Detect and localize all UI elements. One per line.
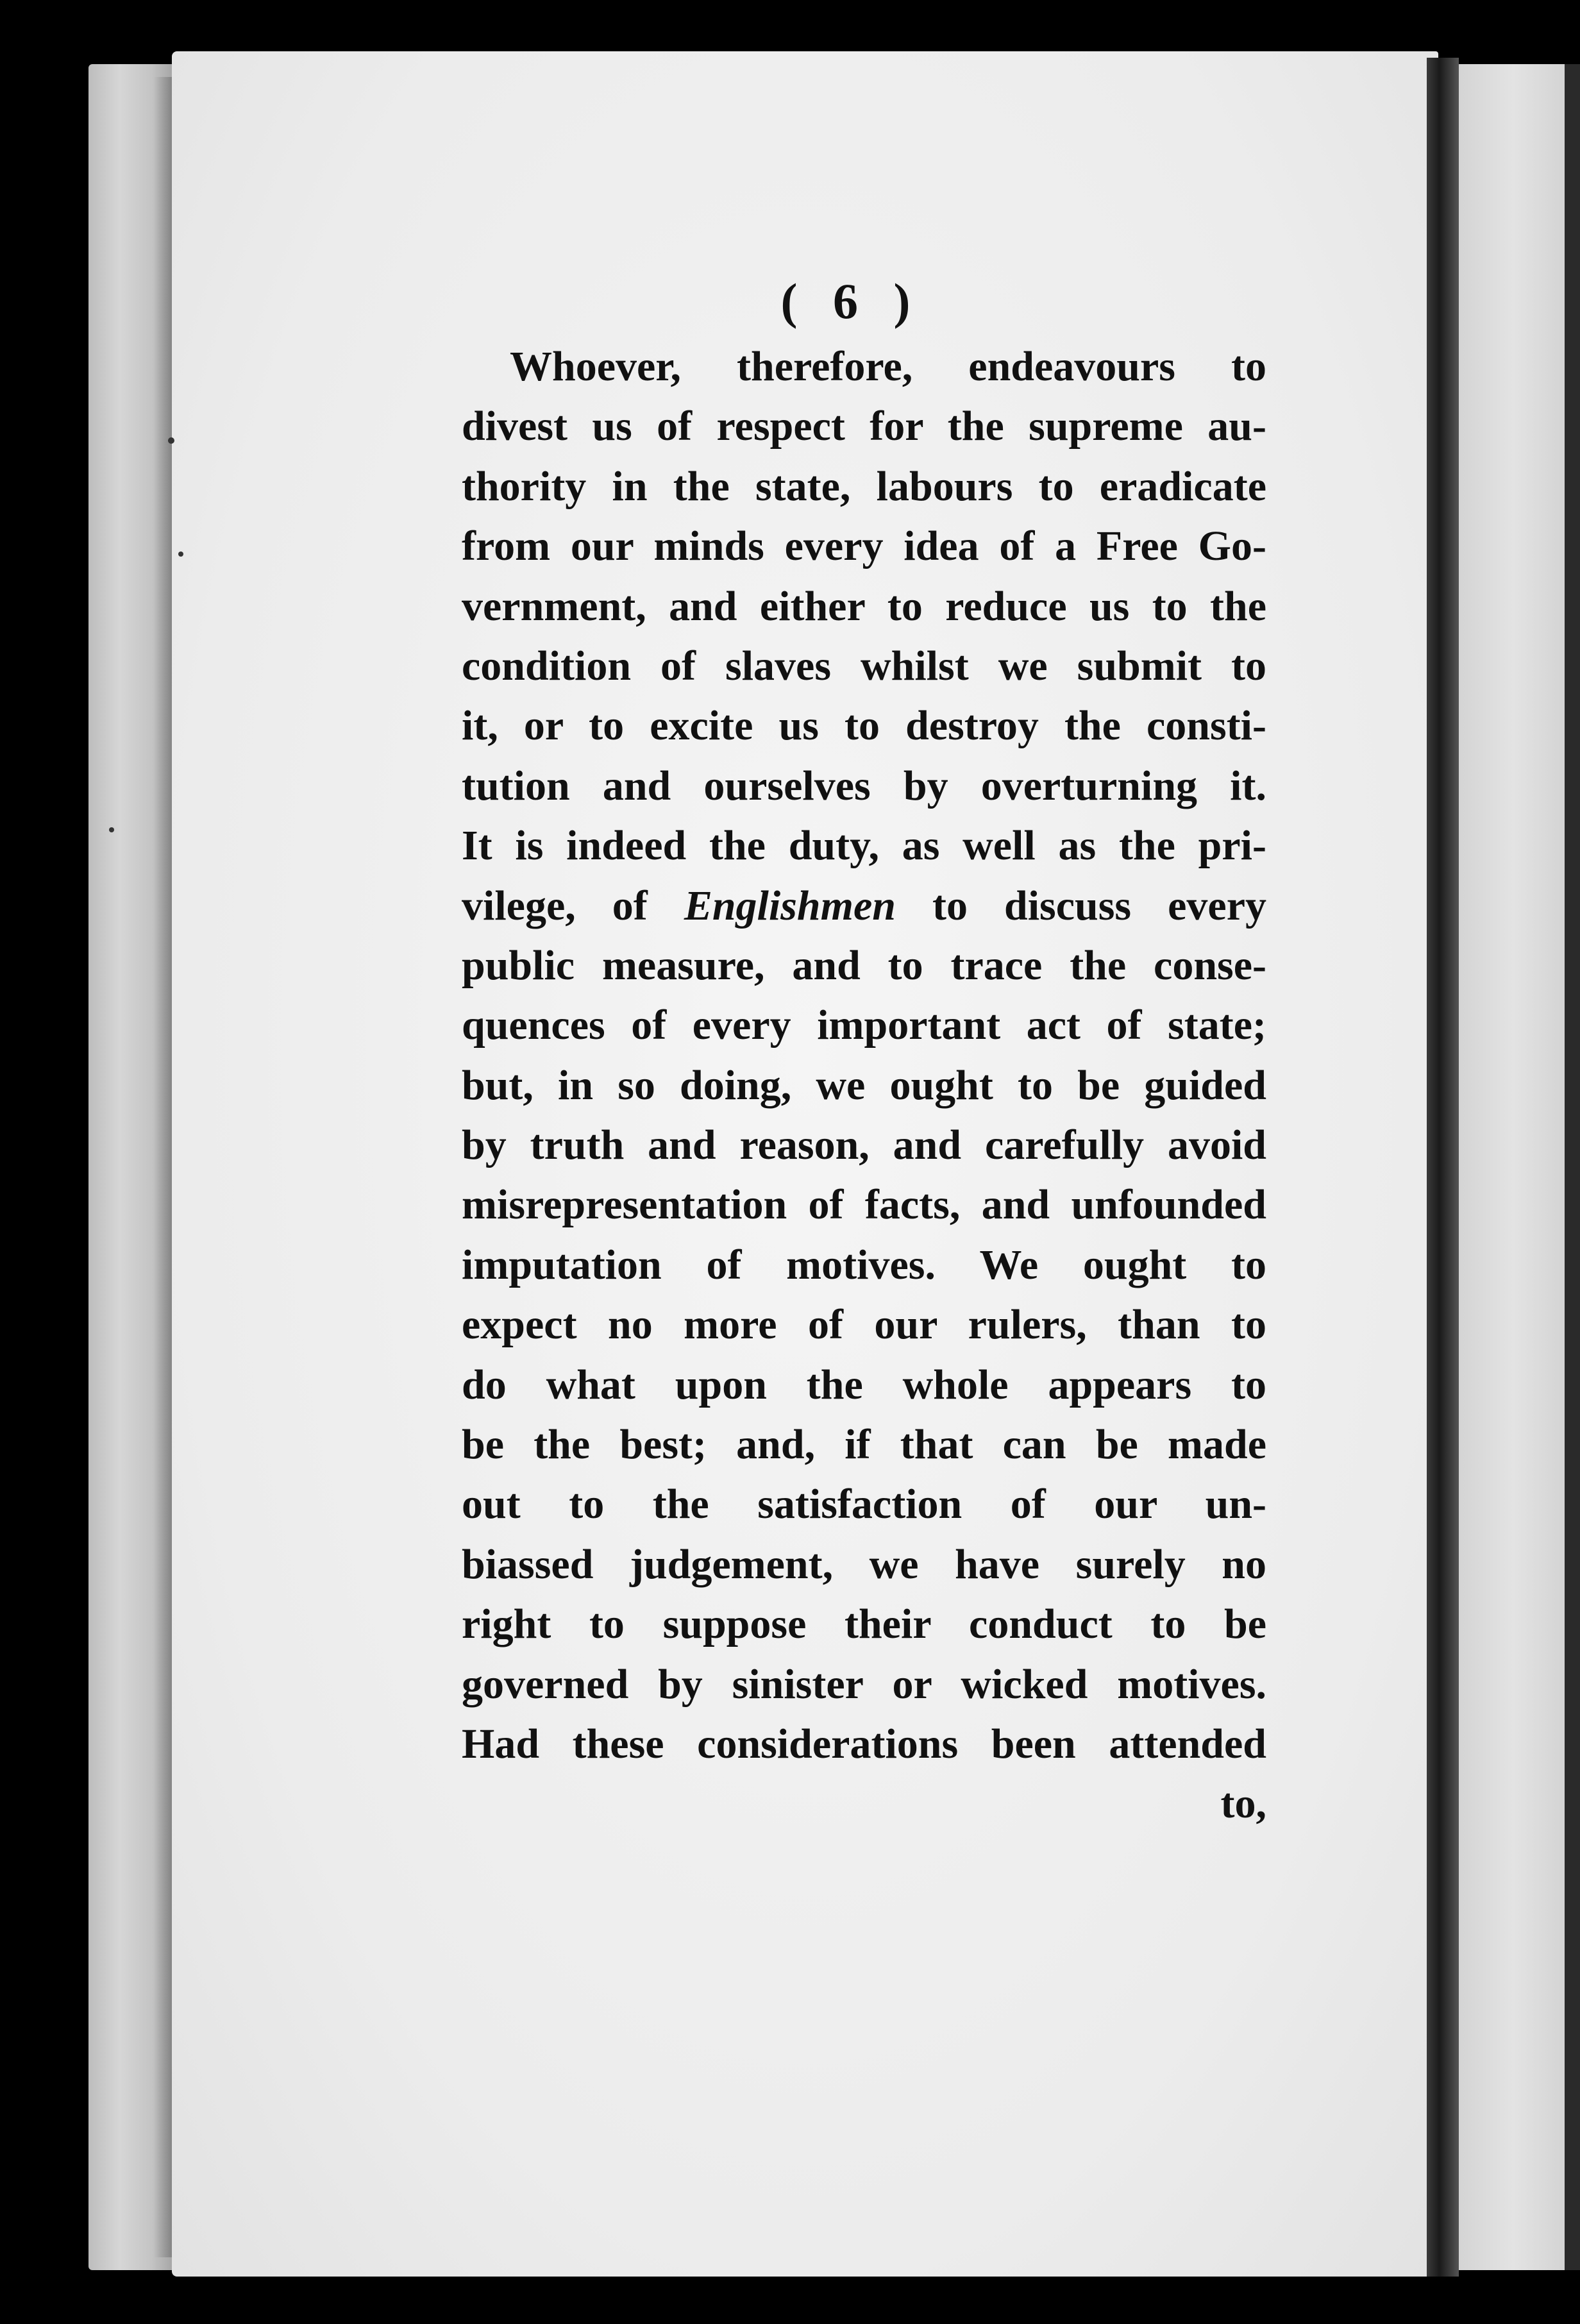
text-line: tution and ourselves by overturning it. (462, 762, 1266, 809)
text-line: It is indeed the duty, as well as the pri- (462, 822, 1266, 870)
right-binding-gutter (1427, 58, 1459, 2277)
text-line: expect no more of our rulers, than to (462, 1301, 1266, 1349)
text-line: do what upon the whole appears to (462, 1361, 1266, 1408)
text-line: biassed judgement, we have surely no (462, 1540, 1266, 1588)
text-line: right to suppose their conduct to be (462, 1601, 1266, 1648)
text-line: governed by sinister or wicked motives. (462, 1660, 1266, 1708)
text-line: divest us of respect for the supreme au- (462, 403, 1266, 450)
text-line: thority in the state, labours to eradicate (462, 462, 1266, 510)
text-line: be the best; and, if that can be made (462, 1421, 1266, 1469)
text-line: imputation of motives. We ought to (462, 1241, 1266, 1288)
text-line: misrepresentation of facts, and unfounded (462, 1181, 1266, 1229)
text-line: quences of every important act of state; (462, 1002, 1266, 1049)
text-line: Whoever, therefore, endeavours to (510, 343, 1266, 390)
italic-word: Englishmen (684, 882, 896, 929)
text-line: Had these considerations been attended (462, 1720, 1266, 1767)
text-line: by truth and reason, and carefully avoid (462, 1122, 1266, 1169)
text-line: it, or to excite us to destroy the consti- (462, 702, 1266, 750)
text-line: public measure, and to trace the conse- (462, 941, 1266, 989)
speck-mark (168, 437, 174, 444)
speck-mark (109, 827, 114, 832)
text-segment: vilege, of (462, 882, 648, 929)
text-line: condition of slaves whilst we submit to (462, 642, 1266, 689)
right-border (1565, 64, 1580, 2270)
page-number: ( 6 ) (780, 273, 922, 329)
catchword: to, (1220, 1780, 1266, 1828)
text-segment: to discuss every (932, 882, 1266, 929)
text-line: out to the satisfaction of our un- (462, 1481, 1266, 1528)
text-line: vernment, and either to reduce us to the (462, 582, 1266, 630)
speck-mark (178, 552, 183, 557)
page-text-block (462, 266, 1266, 1833)
text-line: from our minds every idea of a Free Go- (462, 523, 1266, 570)
text-line: but, in so doing, we ought to be guided (462, 1061, 1266, 1109)
right-page-edge (1459, 64, 1580, 2270)
binding-shadow (154, 77, 173, 2257)
text-line-with-italic (462, 876, 1266, 936)
